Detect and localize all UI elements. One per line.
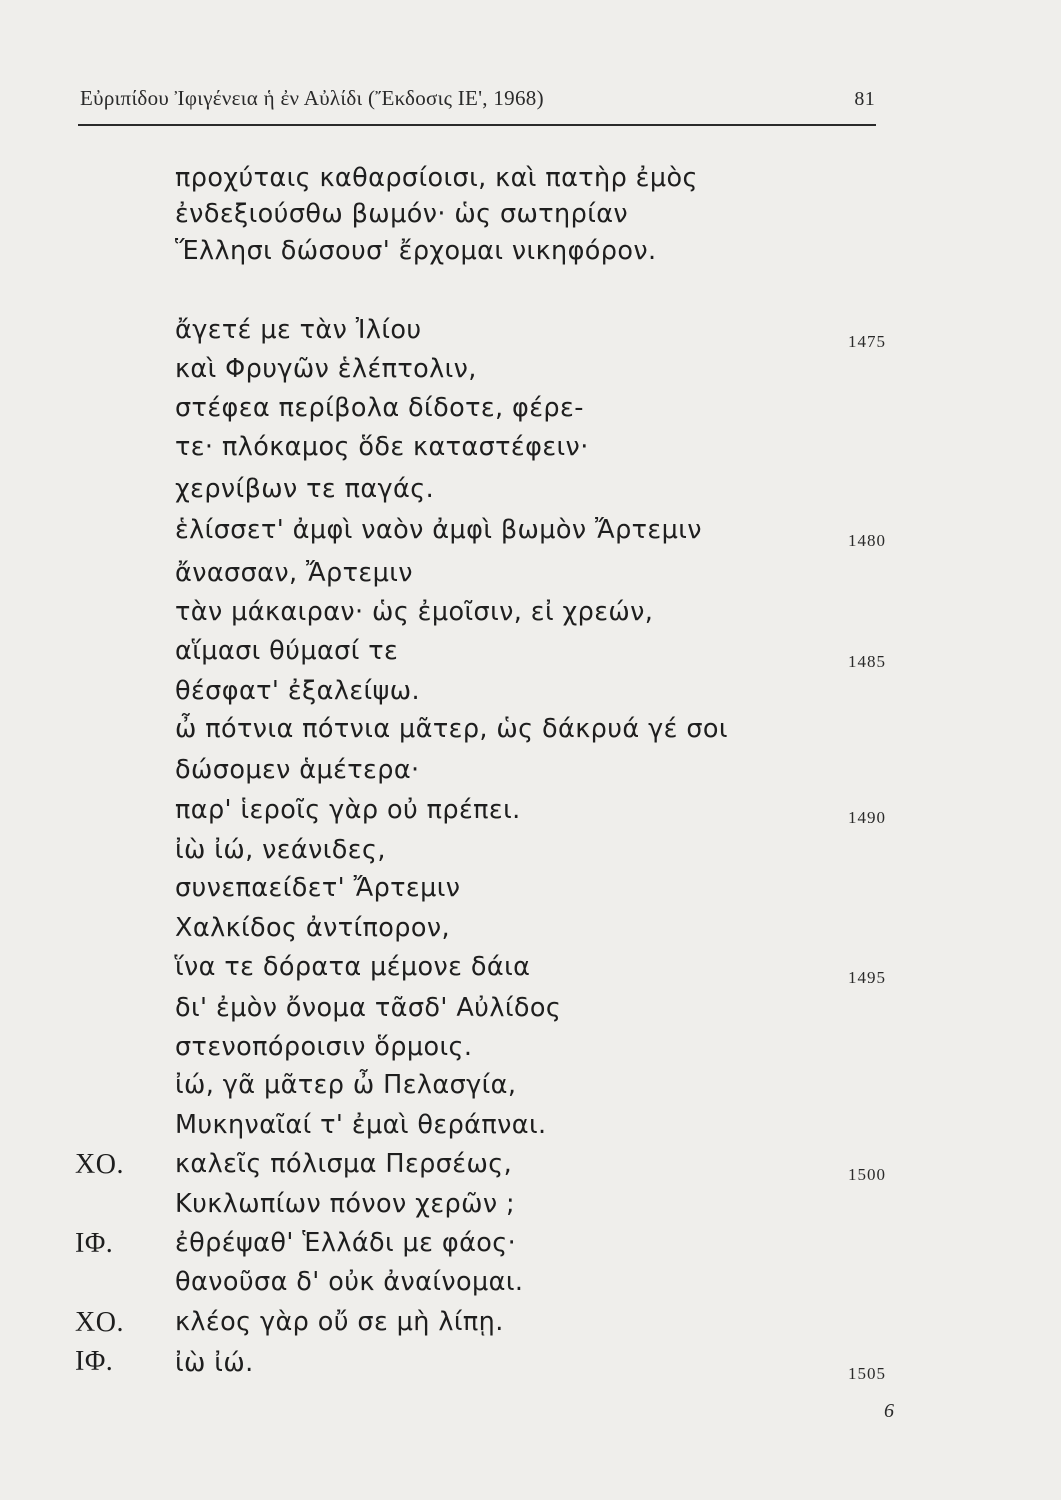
verse-line: ἰὼ ἰώ, νεάνιδες, [175,835,386,865]
line-number: 1505 [848,1364,886,1383]
verse-line: ἐνδεξιούσθω βωμόν· ὡς σωτηρίαν [175,199,629,229]
verse-line: ἰώ, γᾶ μᾶτερ ὦ Πελασγία, [175,1070,517,1100]
verse-line: Χαλκίδος ἀντίπορον, [175,913,451,943]
signature-mark: 6 [884,1400,894,1422]
line-number: 1475 [848,332,886,351]
verse-line: στέφεα περίβολα δίδοτε, φέρε- [175,393,584,423]
verse-line: ὦ πότνια πότνια μᾶτερ, ὡς δάκρυά γέ σοι [175,714,728,744]
verse-line: ἄνασσαν, Ἄρτεμιν [175,558,413,588]
verse-line: δι' ἐμὸν ὄνομα τᾶσδ' Αὐλίδος [175,993,562,1023]
verse-line: συνεπαείδετ' Ἄρτεμιν [175,873,461,903]
verse-line: τε· πλόκαμος ὅδε καταστέφειν· [175,432,589,462]
line-number: 1485 [848,652,886,671]
verse-line: θανοῦσα δ' οὐκ ἀναίνομαι. [175,1267,524,1297]
speaker-label: ΙΦ. [75,1228,114,1259]
running-header [80,86,875,116]
verse-line: αἵμασι θύμασί τε [175,636,399,666]
header-rule [78,124,876,126]
verse-line: ἵνα τε δόρατα μέμονε δάια [175,952,531,982]
verse-line: θέσφατ' ἐξαλείψω. [175,676,421,706]
verse-line: ἐθρέψαθ' Ἑλλάδι με φάος· [175,1228,517,1258]
verse-line: χερνίβων τε παγάς. [175,474,435,504]
verse-line: κλέος γὰρ οὔ σε μὴ λίπῃ. [175,1307,504,1337]
verse-line: Ἕλλησι δώσουσ' ἔρχομαι νικηφόρον. [175,236,657,266]
verse-line: προχύταις καθαρσίοισι, καὶ πατὴρ ἐμὸς [175,163,698,193]
verse-line: στενοπόροισιν ὅρμοις. [175,1032,473,1062]
verse-line: δώσομεν ἁμέτερα· [175,755,420,785]
line-number: 1500 [848,1165,886,1184]
header-title: Εὐριπίδου Ἰφιγένεια ἡ ἐν Αὐλίδι (Ἔκδοσις ΙΕ', 1968) [80,86,544,110]
verse-line: παρ' ἱεροῖς γὰρ οὐ πρέπει. [175,795,521,825]
verse-line: ἄγετέ με τὰν Ἰλίου [175,315,422,345]
verse-line: καλεῖς πόλισμα Περσέως, [175,1149,513,1179]
speaker-label: ΧΟ. [75,1149,124,1180]
line-number: 1490 [848,808,886,827]
page-number: 81 [854,88,875,110]
verse-line: ἑλίσσετ' ἀμφὶ ναὸν ἀμφὶ βωμὸν Ἄρτεμιν [175,515,702,545]
speaker-label: ΧΟ. [75,1307,124,1338]
verse-line: τὰν μάκαιραν· ὡς ἐμοῖσιν, εἰ χρεών, [175,597,654,627]
verse-line: ἰὼ ἰώ. [175,1348,254,1378]
line-number: 1480 [848,531,886,550]
line-number: 1495 [848,968,886,987]
verse-line: Μυκηναῖαί τ' ἐμαὶ θεράπναι. [175,1110,547,1140]
verse-line: Κυκλωπίων πόνον χερῶν ; [175,1189,515,1219]
verse-line: καὶ Φρυγῶν ἑλέπτολιν, [175,354,477,384]
speaker-label: ΙΦ. [75,1346,114,1377]
